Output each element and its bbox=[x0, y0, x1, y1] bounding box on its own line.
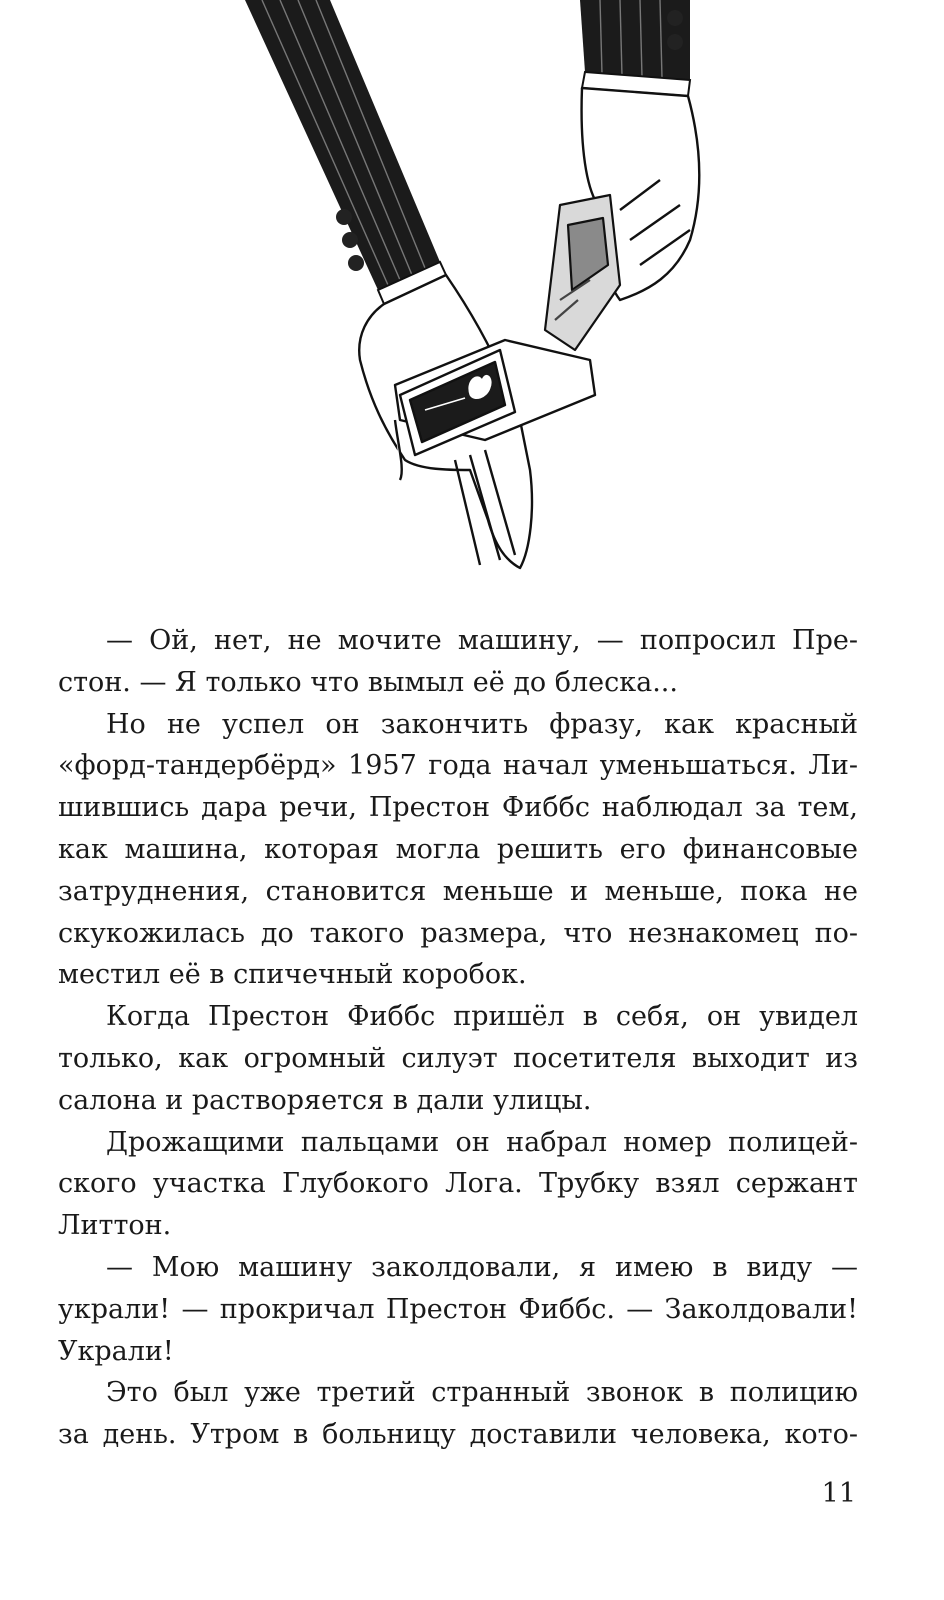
text-line: ского участка Глубокого Лога. Трубку взял сержант bbox=[58, 1168, 858, 1200]
page-number: 11 bbox=[821, 1478, 856, 1509]
text-line: затруднения, становится меньше и меньше, пока не bbox=[58, 875, 858, 907]
text-line: Литтон. bbox=[58, 1210, 172, 1242]
text-line: за день. Утром в больницу доставили человека, кото- bbox=[58, 1419, 858, 1451]
left-sleeve bbox=[245, 0, 446, 304]
text-line: скукожилась до такого размера, что незнакомец по- bbox=[58, 917, 858, 949]
text-line: — Ой, нет, не мочите машину, — попросил Пре- bbox=[106, 625, 858, 656]
text-line: украли! — прокричал Престон Фиббс. — Заколдовали! bbox=[58, 1293, 858, 1325]
text-line: только, как огромный силуэт посетителя выходит из bbox=[58, 1042, 858, 1074]
text-line: салона и растворяется в дали улицы. bbox=[58, 1084, 592, 1116]
text-line: Но не успел он закончить фразу, как красный bbox=[106, 708, 858, 740]
body-text bbox=[58, 620, 858, 1456]
text-line: — Мою машину заколдовали, я имею в виду — bbox=[106, 1251, 858, 1283]
text-line: стон. — Я только что вымыл её до блеска... bbox=[58, 666, 678, 698]
text-line: Это был уже третий странный звонок в полицию bbox=[106, 1377, 858, 1409]
text-line: «форд-тандербёрд» 1957 года начал уменьшаться. Ли- bbox=[58, 750, 858, 782]
illustration-hands-matchbox bbox=[0, 0, 944, 600]
right-sleeve bbox=[580, 0, 690, 96]
text-line: Дрожащими пальцами он набрал номер полицей- bbox=[106, 1126, 858, 1158]
text-line: местил её в спичечный коробок. bbox=[58, 959, 527, 991]
text-line: Украли! bbox=[58, 1335, 174, 1367]
text-line: Когда Престон Фиббс пришёл в себя, он увидел bbox=[106, 1001, 858, 1033]
text-line: шившись дара речи, Престон Фиббс наблюдал за тем, bbox=[58, 792, 858, 824]
text-line: как машина, которая могла решить его финансовые bbox=[58, 833, 858, 865]
tiny-car bbox=[545, 195, 620, 350]
